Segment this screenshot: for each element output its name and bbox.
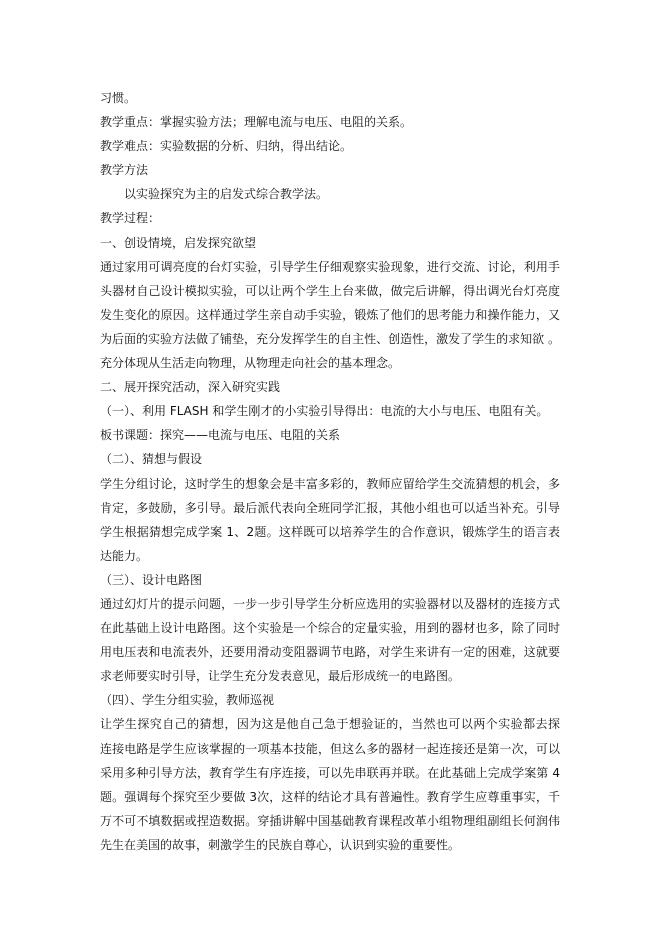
subsection-heading: （三）、设计电路图 <box>100 572 203 587</box>
section-heading: 二、展开探究活动，深入研究实践 <box>100 380 281 395</box>
text-line: 用电压表和电流表外，还要用滑动变阻器调节电路，对学生来讲有一定的困难，这就要 <box>100 645 560 660</box>
text-line: 万不可不填数据或捏造数据。穿插讲解中国基础教育课程改革小组物理组副组长何润伟 <box>100 813 560 828</box>
text-line: 教学重点：掌握实验方法；理解电流与电压、电阻的关系。 <box>100 115 413 130</box>
text-line: 在此基础上设计电路图。这个实验是一个综合的定量实验，用到的器材也多，除了同时 <box>100 621 560 636</box>
text-line: 板书课题：探究——电流与电压、电阻的关系 <box>100 428 341 443</box>
section-heading: 教学方法 <box>100 163 149 178</box>
subsection-heading: （一）、利用 FLASH 和学生刚才的小实验引导得出：电流的大小与电压、电阻有关。 <box>100 404 549 419</box>
text-line: 教学难点：实验数据的分析、归纳，得出结论。 <box>100 139 353 154</box>
document-body <box>100 86 560 857</box>
text-line: 充分体现从生活走向物理，从物理走向社会的基本理念。 <box>100 356 401 371</box>
text-line: 为后面的实验方法做了铺垫，充分发挥学生的自主性、创造性，激发了学生的求知欲 。 <box>100 331 560 346</box>
text-line: 以实验探究为主的启发式综合教学法。 <box>124 187 329 202</box>
text-line: 求老师要实时引导，让学生充分发表意见，最后形成统一的电路图。 <box>100 669 461 684</box>
text-line: 头器材自己设计模拟实验，可以让两个学生上台来做，做完后讲解，得出调光台灯亮度 <box>100 283 560 298</box>
text-line: 达能力。 <box>100 548 149 563</box>
text-line: 先生在美国的故事，刺激学生的民族自尊心，认识到实验的重要性。 <box>100 837 461 852</box>
section-heading: 一、创设情境，启发探究欲望 <box>100 235 257 250</box>
text-line: 题。强调每个探究至少要做 3次，这样的结论才具有普遍性。教育学生应尊重事实，千 <box>100 789 560 804</box>
text-line: 学生根据猜想完成学案 1、2题。这样既可以培养学生的合作意识，锻炼学生的语言表 <box>100 524 560 539</box>
text-line: 通过幻灯片的提示问题，一步一步引导学生分析应选用的实验器材以及器材的连接方式 <box>100 596 560 611</box>
text-line: 让学生探究自己的猜想，因为这是他自己急于想验证的，当然也可以两个实验都去探 <box>100 717 560 732</box>
text-line: 通过家用可调亮度的台灯实验，引导学生仔细观察实验现象，进行交流、讨论，利用手 <box>100 259 560 274</box>
subsection-heading: （二）、猜想与假设 <box>100 452 203 467</box>
text-line: 学生分组讨论，这时学生的想象会是丰富多彩的，教师应留给学生交流猜想的机会，多 <box>100 476 560 491</box>
section-heading: 教学过程： <box>100 211 161 226</box>
text-line: 发生变化的原因。这样通过学生亲自动手实验，锻炼了他们的思考能力和操作能力，又 <box>100 307 560 322</box>
text-line: 连接电路是学生应该掌握的一项基本技能，但这么多的器材一起连接还是第一次，可以 <box>100 741 560 756</box>
text-line: 采用多种引导方法，教育学生有序连接，可以先串联再并联。在此基础上完成学案第 4 <box>100 765 560 780</box>
text-line: 肯定，多鼓励，多引导。最后派代表向全班同学汇报，其他小组也可以适当补充。引导 <box>100 500 560 515</box>
subsection-heading: （四）、学生分组实验，教师巡视 <box>100 693 275 708</box>
text-line: 习惯。 <box>100 91 137 105</box>
